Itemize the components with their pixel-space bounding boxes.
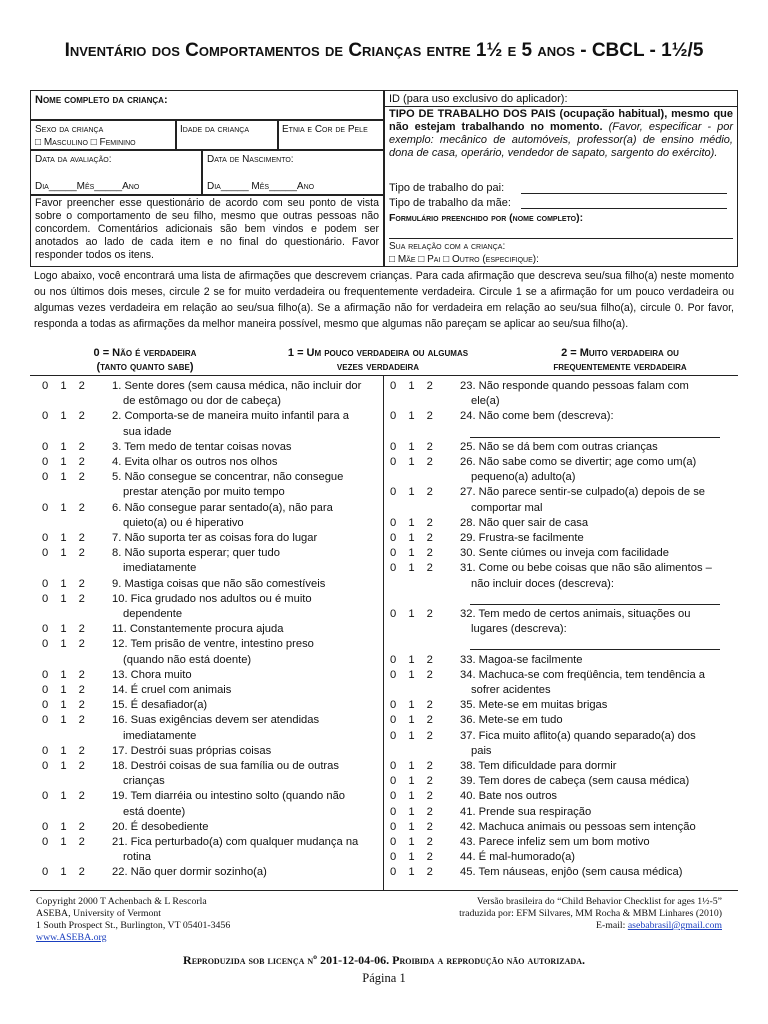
- footer-right: [459, 896, 722, 932]
- birth-date-label: Data de Nascimento:: [207, 154, 294, 165]
- item-text: 43. Parece infeliz sem um bom motivo: [460, 836, 650, 848]
- item-text: 2. Comporta-se de maneira muito infantil para a: [112, 410, 349, 423]
- rating-options[interactable]: 0 1 2: [42, 638, 85, 651]
- email-prefix: E-mail:: [595, 920, 628, 931]
- footer-translators: traduzida por: EFM Silvares, MM Rocha & MBM Linhares (2010): [459, 908, 722, 919]
- rating-options[interactable]: 0 1 2: [42, 471, 85, 484]
- please-fill-box: [30, 195, 384, 267]
- item-text: 31. Come ou bebe coisas que não são alimentos –: [460, 562, 712, 575]
- item-text: 40. Bate nos outros: [460, 790, 558, 803]
- license-note: Reproduzida sob licença nº 201-12-04-06. Proibida a reprodução não autorizada.: [183, 953, 585, 967]
- rating-options[interactable]: 0 1 2: [42, 790, 85, 803]
- footer-version: Versão brasileira do “Child Behavior Checklist for ages 1½-5”: [476, 896, 722, 907]
- rating-options[interactable]: 0 1 2: [390, 547, 433, 560]
- item-text: 24. Não come bem (descreva):: [460, 410, 614, 423]
- describe-line[interactable]: [470, 604, 720, 605]
- item-text: 39. Tem dores de cabeça (sem causa médica): [460, 775, 690, 788]
- father-work-label: Tipo de trabalho do pai:: [389, 182, 505, 194]
- item-text-cont: pequeno(a) adulto(a): [471, 471, 576, 484]
- item-text: 23. Não responde quando pessoas falam com: [460, 380, 689, 392]
- footer-left: [36, 896, 230, 944]
- item-text: 8. Não suporta esperar; quer tudo: [112, 547, 280, 560]
- right-header-box: [384, 90, 738, 267]
- rating-options[interactable]: 0 1 2: [390, 729, 433, 742]
- rating-options[interactable]: 0 1 2: [42, 623, 85, 636]
- item-text: 14. É cruel com animais: [112, 684, 232, 696]
- rating-options[interactable]: 0 1 2: [390, 851, 433, 864]
- rating-options[interactable]: 0 1 2: [390, 820, 433, 833]
- item-text-cont: não incluir doces (descreva):: [471, 577, 615, 590]
- item-text-cont: ele(a): [471, 395, 500, 408]
- item-text: 1. Sente dores (sem causa médica, não incluir dor: [112, 380, 362, 392]
- rating-options[interactable]: 0 1 2: [42, 532, 85, 544]
- aseba-link[interactable]: www.ASEBA.org: [36, 932, 107, 943]
- item-text: 21. Fica perturbado(a) com qualquer mudança na: [112, 836, 359, 848]
- item-text: 29. Frustra-se facilmente: [460, 532, 584, 544]
- child-name-label: Nome completo da criança:: [35, 94, 168, 106]
- id-divider: [385, 106, 737, 107]
- page-title: Inventário dos Comportamentos de Crianças entre 1½ e 5 anos - CBCL - 1½/5: [64, 40, 704, 61]
- legend-two: [520, 346, 720, 374]
- footer-copyright: Copyright 2000 T Achenbach & L Rescorla: [36, 896, 207, 907]
- rating-options[interactable]: 0 1 2: [390, 790, 433, 803]
- item-text: 28. Não quer sair de casa: [460, 516, 589, 529]
- instructions: Logo abaixo, você encontrará uma lista de afirmações que descrevem crianças. Para cada afirmação que descreva seu/sua filho(a) neste momento ou nos últimos dois meses, circule 2 se for muito verdadeira ou frequentemente verdadeira. Circule 1 se a afirmação for um pouco verdadeira ou algumas vezes verdadeira em relação ao seu/sua filho(a). Se a afirmação não for verdadeira em relação ao seu/sua filho(a), circule 0. Por favor, responda a todas as afirmações da melhor maneira possível, mesmo que algumas não pareçam se aplicar ao seu/sua filho(a).: [34, 270, 734, 330]
- item-text: 33. Magoa-se facilmente: [460, 653, 583, 666]
- legend-two-sub: frequentemente verdadeira: [553, 361, 687, 373]
- item-text: 13. Chora muito: [112, 668, 192, 681]
- legend-zero-sub: (tanto quanto sabe): [96, 361, 194, 373]
- item-text: 36. Mete-se em tudo: [460, 714, 563, 727]
- rating-options[interactable]: 0 1 2: [42, 714, 85, 727]
- item-text: 20. É desobediente: [112, 820, 209, 833]
- legend-two-text: 2 = Muito verdadeira ou: [561, 347, 679, 359]
- item-text: 10. Fica grudado nos adultos ou é muito: [112, 592, 312, 605]
- item-text-cont: pais: [471, 744, 492, 757]
- child-name-box[interactable]: [30, 90, 384, 120]
- item-text: 37. Fica muito aflito(a) quando separado(a) dos: [460, 729, 696, 742]
- rating-options[interactable]: 0 1 2: [42, 760, 85, 772]
- eval-date-label: Data da avaliação:: [35, 154, 112, 165]
- rating-options[interactable]: 0 1 2: [42, 577, 85, 590]
- rating-options[interactable]: 0 1 2: [42, 380, 85, 392]
- rating-options[interactable]: 0 1 2: [390, 714, 433, 727]
- item-text-cont: imediatamente: [123, 562, 197, 575]
- filled-by-line[interactable]: [389, 238, 733, 239]
- rating-options[interactable]: 0 1 2: [390, 668, 433, 681]
- relation-options[interactable]: □ Mãe □ Pai □ Outro (especifique):: [389, 254, 539, 265]
- rating-options[interactable]: 0 1 2: [42, 592, 85, 605]
- item-text-cont: está doente): [123, 805, 186, 818]
- rating-options[interactable]: 0 1 2: [390, 456, 433, 468]
- legend-zero: [60, 346, 230, 374]
- item-text: 32. Tem medo de certos animais, situações ou: [460, 608, 691, 620]
- please-fill-text: Favor preencher esse questionário de acordo com seu ponto de vista sobre o comportamento de seu filho, mesmo que outras pessoas não concordem. Comentários adicionais são bem vindos e podem ser anotados ao lado de cada item e no final do questionário. Favor responder todos os itens.: [35, 197, 379, 261]
- item-text-cont: comportar mal: [471, 501, 543, 514]
- legend-one: [258, 346, 498, 374]
- rating-options[interactable]: 0 1 2: [42, 866, 85, 879]
- footer-email-line: [459, 920, 722, 932]
- item-text-cont: lugares (descreva):: [471, 623, 567, 636]
- father-work-line[interactable]: [521, 193, 727, 194]
- rating-options[interactable]: 0 1 2: [42, 456, 85, 468]
- item-text-cont: prestar atenção por muito tempo: [123, 486, 285, 499]
- sex-options[interactable]: □ Masculino □ Feminino: [35, 137, 136, 148]
- rating-options[interactable]: 0 1 2: [390, 608, 433, 620]
- item-text: 19. Tem diarréia ou intestino solto (quando não: [112, 790, 346, 803]
- item-text: 6. Não consegue parar sentado(a), não para: [112, 501, 333, 514]
- item-text: 12. Tem prisão de ventre, intestino preso: [112, 638, 314, 651]
- item-text: 17. Destrói suas próprias coisas: [112, 744, 272, 757]
- sex-label: Sexo da criança: [35, 124, 104, 135]
- item-text-cont: imediatamente: [123, 729, 197, 742]
- rating-options[interactable]: 0 1 2: [390, 836, 433, 848]
- rating-options[interactable]: 0 1 2: [42, 820, 85, 833]
- rating-options[interactable]: 0 1 2: [42, 684, 85, 696]
- legend-zero-text: 0 = Não é verdadeira: [93, 347, 197, 359]
- id-label: ID (para uso exclusivo do aplicador):: [389, 93, 568, 105]
- item-text: 3. Tem medo de tentar coisas novas: [112, 440, 292, 453]
- rating-options[interactable]: 0 1 2: [390, 486, 433, 499]
- eval-date-fields[interactable]: Dia_____Mês_____Ano: [35, 181, 140, 192]
- relation-label: Sua relação com a criança:: [389, 241, 506, 252]
- child-sex-box[interactable]: [30, 120, 176, 150]
- birth-date-fields[interactable]: Dia_____ Mês_____Ano: [207, 181, 315, 192]
- item-text: 25. Não se dá bem com outras crianças: [460, 440, 658, 453]
- item-text: 41. Prende sua respiração: [460, 805, 592, 818]
- rating-options[interactable]: 0 1 2: [42, 699, 85, 712]
- item-text-cont: dependente: [123, 607, 183, 620]
- work-hint: (Favor, especificar - por exemplo: mecânico de automóveis, professor(a) de ensino médio, dona de casa, operário, vendedor de sapato, sargento do exército).: [389, 121, 733, 159]
- rating-options[interactable]: 0 1 2: [42, 440, 85, 453]
- ethnicity-label: Etnia e Cor de Pele: [282, 124, 368, 135]
- item-text: 35. Mete-se em muitas brigas: [460, 699, 608, 712]
- rating-options[interactable]: 0 1 2: [42, 501, 85, 514]
- item-text-cont: sua idade: [123, 425, 172, 438]
- rating-options[interactable]: 0 1 2: [42, 836, 85, 848]
- item-text: 22. Não quer dormir sozinho(a): [112, 866, 267, 879]
- item-text: 9. Mastiga coisas que não são comestíveis: [112, 577, 326, 590]
- rating-options[interactable]: 0 1 2: [42, 744, 85, 757]
- birth-date-box[interactable]: [202, 150, 384, 195]
- footer-institution: ASEBA, University of Vermont: [36, 908, 161, 919]
- item-text: 34. Machuca-se com freqüência, tem tendência a: [460, 668, 706, 681]
- describe-line[interactable]: [470, 437, 720, 438]
- item-text: 38. Tem dificuldade para dormir: [460, 760, 617, 772]
- page-number: Página 1: [362, 971, 406, 985]
- item-text: 7. Não suporta ter as coisas fora do lugar: [112, 532, 318, 544]
- footer-address: 1 South Prospect St., Burlington, VT 05401-3456: [36, 920, 231, 931]
- item-text: 15. É desafiador(a): [112, 699, 208, 712]
- item-text: 26. Não sabe como se divertir; age como um(a): [460, 456, 697, 468]
- work-block: [389, 108, 733, 160]
- item-text-cont: sofrer acidentes: [471, 683, 551, 696]
- rating-options[interactable]: 0 1 2: [42, 668, 85, 681]
- item-text: 27. Não parece sentir-se culpado(a) depois de se: [460, 486, 706, 499]
- item-text-cont: crianças: [123, 775, 165, 788]
- work-title: TIPO DE TRABALHO DOS PAIS (ocupação habitual), mesmo que não estejam trabalhando no momento.: [389, 108, 733, 133]
- rating-options[interactable]: 0 1 2: [390, 532, 433, 544]
- column-divider: [383, 376, 384, 890]
- child-age-box[interactable]: [176, 120, 278, 150]
- mother-work-line[interactable]: [521, 208, 727, 209]
- item-text-cont: quieto(a) ou é hiperativo: [123, 516, 244, 529]
- item-text: 4. Evita olhar os outros nos olhos: [112, 456, 278, 468]
- eval-date-box[interactable]: [30, 150, 202, 195]
- legend-one-sub: vezes verdadeira: [336, 361, 420, 373]
- age-label: Idade da criança: [180, 124, 250, 135]
- rating-options[interactable]: 0 1 2: [390, 760, 433, 772]
- rating-options[interactable]: 0 1 2: [390, 699, 433, 712]
- item-text: 44. É mal-humorado(a): [460, 851, 576, 864]
- rating-options[interactable]: 0 1 2: [42, 547, 85, 560]
- rating-options[interactable]: 0 1 2: [390, 410, 433, 423]
- items-top-rule: [30, 375, 738, 376]
- email-link[interactable]: asebabrasil@gmail.com: [627, 920, 722, 931]
- ethnicity-box[interactable]: [278, 120, 384, 150]
- filled-by-label: Formulário preenchido por (nome completo):: [389, 212, 584, 224]
- rating-options[interactable]: 0 1 2: [390, 805, 433, 818]
- item-text: 45. Tem náuseas, enjôo (sem causa médica): [460, 866, 683, 879]
- rating-options[interactable]: 0 1 2: [390, 562, 433, 575]
- item-text: 30. Sente ciúmes ou inveja com facilidade: [460, 547, 669, 560]
- legend-one-text: 1 = Um pouco verdadeira ou algumas: [287, 347, 469, 359]
- items-bottom-rule: [30, 890, 738, 891]
- rating-options[interactable]: 0 1 2: [390, 866, 433, 879]
- item-text: 42. Machuca animais ou pessoas sem intenção: [460, 820, 696, 833]
- item-text: 5. Não consegue se concentrar, não consegue: [112, 471, 344, 484]
- rating-options[interactable]: 0 1 2: [390, 653, 433, 666]
- mother-work-label: Tipo de trabalho da mãe:: [389, 197, 511, 209]
- item-text-cont: (quando não está doente): [123, 653, 252, 666]
- rating-options[interactable]: 0 1 2: [390, 516, 433, 529]
- item-text: 16. Suas exigências devem ser atendidas: [112, 714, 320, 727]
- item-text-cont: rotina: [123, 851, 151, 864]
- item-text: 11. Constantemente procura ajuda: [112, 623, 284, 636]
- rating-options[interactable]: 0 1 2: [390, 775, 433, 788]
- rating-options[interactable]: 0 1 2: [42, 410, 85, 423]
- describe-line[interactable]: [470, 649, 720, 650]
- item-text-cont: de estômago ou dor de cabeça): [123, 395, 281, 408]
- rating-options[interactable]: 0 1 2: [390, 380, 433, 392]
- item-text: 18. Destrói coisas de sua família ou de outras: [112, 760, 339, 772]
- rating-options[interactable]: 0 1 2: [390, 440, 433, 453]
